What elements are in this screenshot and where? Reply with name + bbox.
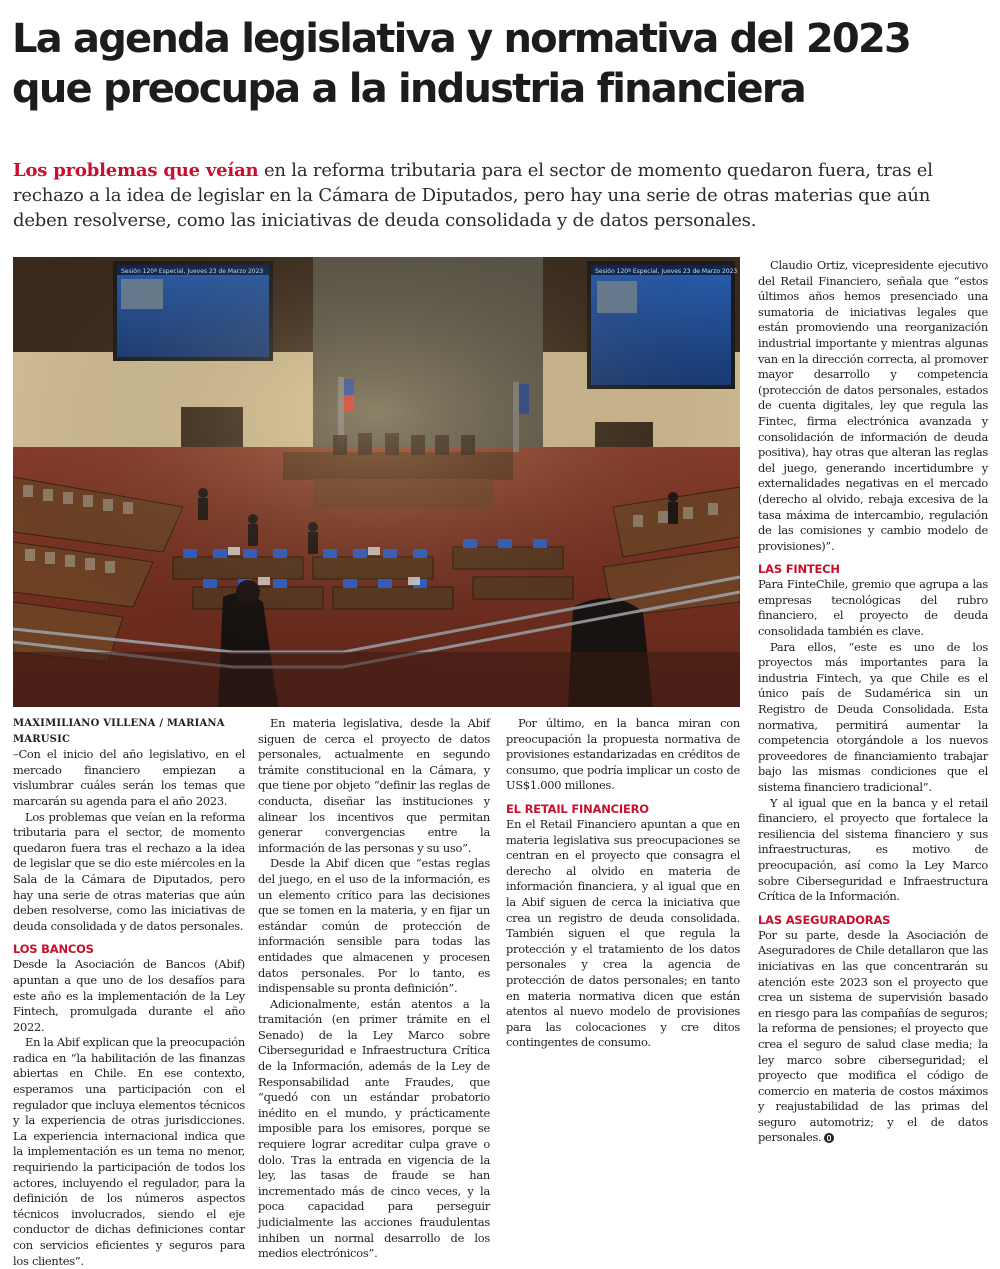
paragraph: Para ellos, “este es uno de los proyectos más importantes para la industria Fintech, ya que Chile es el único país de Sudamérica sin un Registro de Deuda Consolidada. Esta normativa, permitirá aumentar la competencia otorgándole a los nuevos proveedores de financiamiento trabajar bajo las mismas condiciones que el sistema financiero tradicional”. (758, 639, 988, 794)
paragraph: Para FinteChile, gremio que agrupa a las empresas tecnológicas del rubro financiero, el proyecto de deuda consolidada también es clave. (758, 577, 988, 639)
paragraph: Desde la Abif dicen que “estas reglas del juego, en el uso de la información, es un elemento crítico para las decisiones que se tomen en la materia, y en fijar un estándar común de protección de información sensible para todas las entidades que almacenen y procesen datos personales. Por lo tanto, es indispensable su pronta definición”. (258, 856, 490, 996)
paragraph: Los problemas que veían en la reforma tributaria para el sector, de momento quedaron fuera tras el rechazo a la idea de legislar que se dio este miércoles en la Sala de la Cámara de Diputados, pero hay una serie de otras materias que aún deben resolverse, como las iniciativas de deuda consolidada y de datos personales. (13, 809, 245, 933)
lead-highlight: Los problemas que veían (13, 160, 259, 181)
paragraph: En la Abif explican que la preocupación radica en “la habilitación de las finanzas abiertas en Chile. En ese contexto, esperamos una participación con el regulador que incluya elementos técnicos y la experiencia de otras jurisdicciones. La experiencia internacional indica que la implementación es un tema no menor, requiriendo la participación de todos los actores, incluyendo el regulador, para la definición de los números aspectos técnicos involucrados, siendo el eje conductor de dichas definiciones contar con servicios eficientes y seguros para los clientes”. (13, 1035, 245, 1268)
paragraph: Claudio Ortiz, vicepresidente ejecutivo del Retail Financiero, señala que “estos últimos años hemos presenciado una sumatoria de iniciativas legales que están promoviendo una reorganización industrial importante y mientras algunas van en la dirección correcta, al promover mayor desarrollo y competencia (protección de datos personales, estados de cuenta digitales, ley que regula las Fintec, firma electrónica avanzada y consolidación de información de deuda positiva), hay otras que alteran las reglas del juego, generando incertidumbre y externalidades negativas en el mercado (derecho al olvido, rebaja excesiva de la tasa máxima de intercambio, regulación de las comisiones y cambio modelo de provisiones)”. (758, 258, 988, 553)
lead-text: en la reforma tributaria para el sector de momento quedaron fuera, tras el rechazo a la idea de legislar en la Cámara de Diputados, pero hay una serie de otras materias que aún deben resolverse, como las iniciativas de deuda consolidada y de datos personales. (13, 160, 933, 231)
paragraph: Adicionalmente, están atentos a la tramitación (en primer trámite en el Senado) de la Ley Marco sobre Ciberseguridad e Infraestructura Crítica de la Información, además de la Ley de Responsabilidad ante Fraudes, que “quedó con un estándar probatorio inédito en el mundo, y prácticamente imposible para los emisores, porque se requiere lograr acreditar culpa grave o dolo. Tras la entrada en vigencia de la ley, las tasas de fraude se han incrementado más de cinco veces, y la poca capacidad para perseguir judicialmente las acciones fraudulentas inhiben un normal desarrollo de los medios electrónicos”. (258, 996, 490, 1261)
article-column-4 (758, 258, 988, 1146)
closing-text: Por su parte, desde la Asociación de Aseguradores de Chile detallaron que las iniciativas en las que concentrarán su atención este 2023 son el proyecto que crea un sistema de supervisión basado en riesgo para las compañías de seguros; la reforma de pensiones; el proyecto que crea el seguro de salud clase media; la ley marco sobre ciberseguridad; el proyecto que modifica el código de comercio en materia de costos máximos y reajustabilidad de las primas del seguro automotriz; y el de datos personales. (758, 927, 988, 1145)
article-column-3 (506, 716, 740, 1051)
chamber-photo (13, 257, 740, 707)
paragraph: Desde la Asociación de Bancos (Abif) apuntan a que uno de los desafíos para este año es la implementación de la Ley Fintech, promulgada durante el año 2022. (13, 957, 245, 1034)
paragraph: En materia legislativa, desde la Abif siguen de cerca el proyecto de datos personales, actualmente en segundo trámite constitucional en la Cámara, y que tiene por objeto “definir las reglas de conducta, diseñar las instituciones y alinear los incentivos que permitan generar convergencias entre la información de las personas y su uso”. (258, 716, 490, 855)
article-column-2 (258, 716, 490, 1262)
chamber-photo-illustration (13, 257, 740, 707)
paragraph: Por último, en la banca miran con preocupación la propuesta normativa de provisiones estandarizadas en créditos de consumo, que podría implicar un costo de US$1.000 millones. (506, 716, 740, 793)
paragraph: Y al igual que en la banca y el retail financiero, el proyecto que fortalece la resiliencia del sistema financiero y sus infraestructuras, es motivo de preocupación, así como la Ley Marco sobre Ciberseguridad e Infraestructura Crítica de la Información. (758, 795, 988, 904)
byline: MAXIMILIANO VILLENA / MARIANA MARUSIC (13, 718, 225, 745)
headline-line-1: La agenda legislativa y normativa del 2023 (12, 16, 911, 62)
headline (12, 14, 992, 114)
paragraph: En el Retail Financiero apuntan a que en materia legislativa sus preocupaciones se centran en el proyecto que consagra el derecho al olvido en materia de información financiera, y al igual que en la Abif siguen de cerca la iniciativa que crea un registro de deuda consolidada. También siguen el que regula la protección y el tratamiento de los datos personales y crea la agencia de protección de datos personales; en tanto en materia normativa dicen que están atentos al nuevo modelo de provisiones para las colocaciones y cre ditos contingentes de consumo. (506, 816, 740, 1050)
section-heading-retail: EL RETAIL FINANCIERO (506, 801, 649, 816)
section-heading-aseguradoras: LAS ASEGURADORAS (758, 912, 891, 927)
headline-line-2: que preocupa a la industria financiera (12, 66, 805, 112)
section-heading-fintech: LAS FINTECH (758, 562, 840, 577)
lead-paragraph (13, 158, 988, 233)
section-heading-bancos: LOS BANCOS (13, 942, 94, 957)
article-column-1 (13, 716, 245, 1269)
paragraph-closing (758, 928, 988, 1146)
paragraph-intro: –Con el inicio del año legislativo, en el mercado financiero empiezan a vislumbrar cuáles serán los temas que marcarán su agenda para el año 2023. (13, 747, 245, 808)
end-mark-icon (824, 1133, 834, 1143)
